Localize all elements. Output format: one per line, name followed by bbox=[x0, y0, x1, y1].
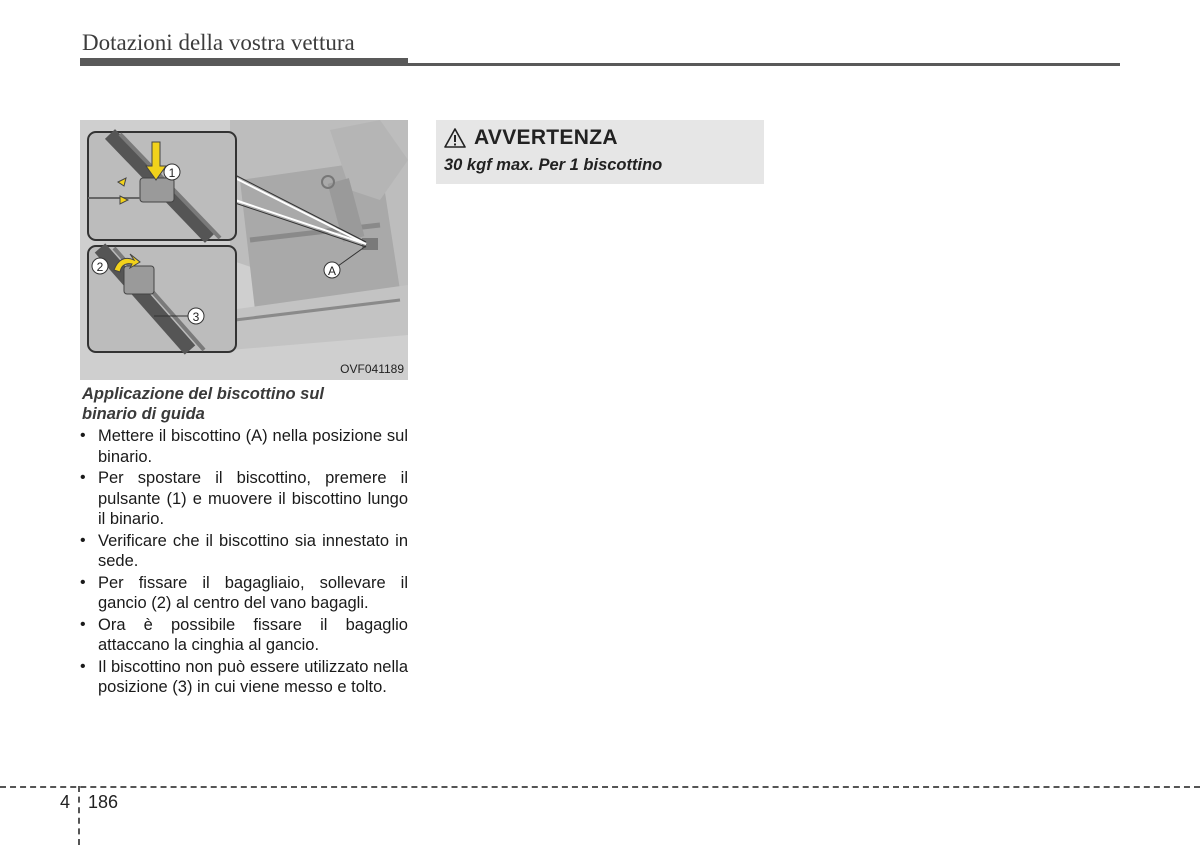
list-item-text: Ora è possibile fissare il bagaglio attaccano la cinghia al gancio. bbox=[98, 615, 408, 654]
bullet-dot: • bbox=[80, 531, 86, 549]
callout-1-label: 1 bbox=[168, 166, 176, 180]
header-rule-thin bbox=[408, 63, 1120, 66]
bullet-dot: • bbox=[80, 469, 86, 486]
list-item-text: Il biscottino non può essere utilizzato nella posizione (3) in cui viene messo e tolto. bbox=[98, 657, 408, 696]
figure-code: OVF041189 bbox=[340, 362, 404, 376]
illustration-drawing bbox=[80, 120, 408, 380]
callout-2-label: 2 bbox=[96, 260, 104, 274]
warning-header bbox=[444, 126, 618, 150]
bullet-dot: • bbox=[80, 615, 86, 633]
list-item-text: Mettere il biscottino (A) nella posizione sul binario. bbox=[98, 427, 408, 466]
header-rule-thick bbox=[80, 58, 408, 66]
warning-triangle-icon bbox=[444, 128, 466, 148]
callout-a-label: A bbox=[327, 264, 337, 278]
list-item-text: Per fissare il bagagliaio, sollevare il gancio (2) al centro del vano bagagli. bbox=[98, 573, 408, 612]
cargo-rail-illustration bbox=[80, 120, 408, 380]
instruction-list bbox=[80, 426, 408, 699]
list-item bbox=[80, 615, 408, 656]
list-item-text: Verificare che il biscottino sia innestato in sede. bbox=[98, 531, 408, 570]
list-item-text: Per spostare il biscottino, premere il pulsante (1) e muovere il biscottino lungo il binario. bbox=[98, 469, 408, 528]
footer-divider bbox=[78, 786, 80, 845]
chapter-number: 4 bbox=[60, 792, 71, 812]
list-item bbox=[80, 531, 408, 572]
list-item bbox=[80, 657, 408, 698]
list-item bbox=[80, 426, 408, 467]
footer-rule bbox=[0, 786, 1200, 788]
bullet-dot: • bbox=[80, 573, 86, 591]
list-item bbox=[80, 573, 408, 614]
warning-box bbox=[436, 120, 764, 184]
bullet-dot: • bbox=[80, 427, 86, 444]
warning-text: 30 kgf max. Per 1 biscottino bbox=[444, 156, 663, 174]
page-number: 186 bbox=[88, 792, 119, 812]
bullet-dot: • bbox=[80, 657, 86, 675]
list-item bbox=[80, 468, 408, 530]
callout-3-label: 3 bbox=[192, 310, 200, 324]
warning-title: AVVERTENZA bbox=[474, 126, 618, 149]
page-header-title: Dotazioni della vostra vettura bbox=[82, 30, 355, 55]
figure-caption: Applicazione del biscottino sul binario di guida bbox=[82, 385, 325, 423]
